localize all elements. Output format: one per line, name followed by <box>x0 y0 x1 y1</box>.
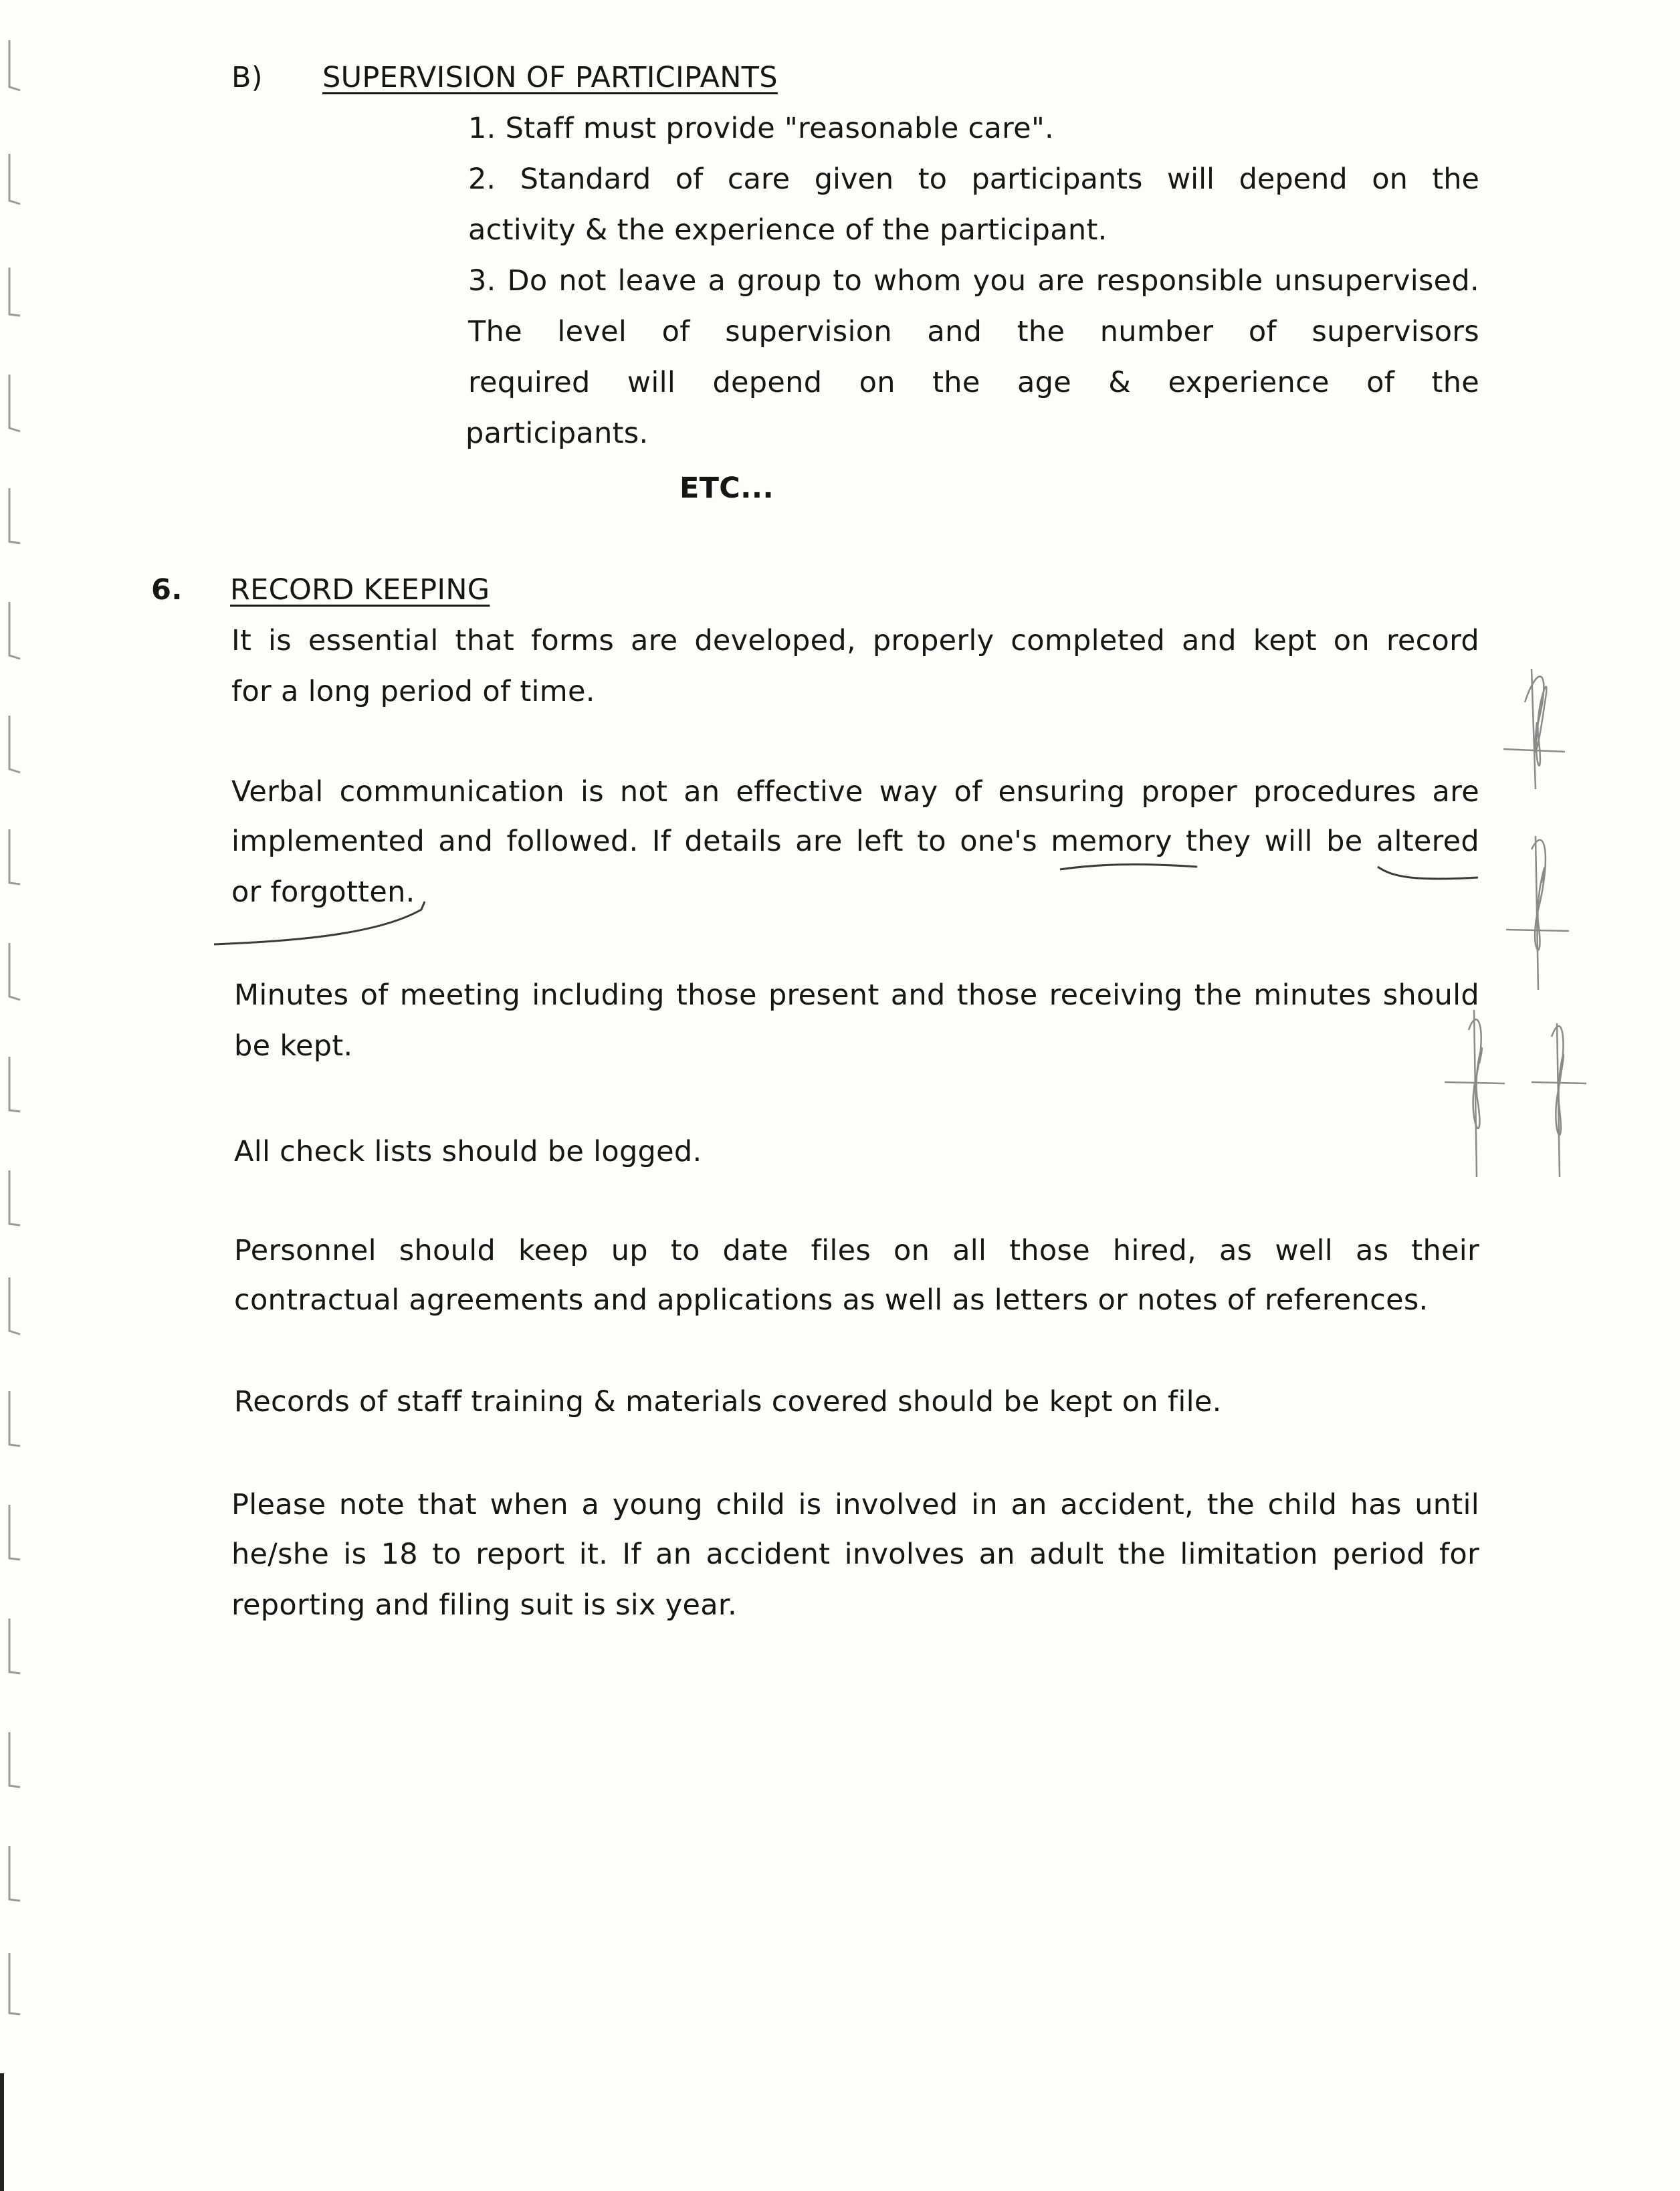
section-b-item-2 <box>468 159 1479 199</box>
section-b-item-1: 1. Staff must provide "reasonable care". <box>468 112 1054 145</box>
para-3-line-1: Minutes of meeting including those present and those receiving the minutes should <box>234 978 1479 1012</box>
section-b-item-3: 3. Do not leave a group to whom you are responsible unsupervised. <box>468 264 1479 298</box>
para-6-line-1: Records of staff training & materials covered should be kept on file. <box>234 1385 1222 1419</box>
section-6-title: RECORD KEEPING <box>230 573 490 607</box>
pencil-initials-1 <box>1503 669 1565 789</box>
para-2-line-1: Verbal communication is not an effective way of ensuring proper procedures are <box>231 775 1479 809</box>
section-b-item-3-cont-3: participants. <box>465 417 649 450</box>
para-7-line-1: Please note that when a young child is involved in an accident, the child has until <box>231 1488 1479 1522</box>
pen-underline-memory <box>1060 865 1197 869</box>
section-b-item-2-cont: activity & the experience of the participant. <box>468 213 1108 247</box>
para-5-line-2: contractual agreements and applications as well as letters or notes of references. <box>234 1283 1429 1317</box>
para-1-line-1: It is essential that forms are developed, properly completed and kept on record <box>231 624 1479 657</box>
section-b-item-3-cont-2: required will depend on the age & experience of the <box>468 366 1479 399</box>
section-b-title: SUPERVISION OF PARTICIPANTS <box>322 61 778 94</box>
para-2-line-3: or forgotten. <box>231 875 415 909</box>
pen-underline-altered <box>1378 867 1478 879</box>
para-2-line-2: implemented and followed. If details are left to one's memory they will be altered <box>231 825 1479 858</box>
binder-edge <box>0 0 27 2191</box>
para-1-line-2: for a long period of time. <box>231 675 595 708</box>
section-b-item-2-text: 2. Standard of care given to participants will depend on the <box>468 163 1479 196</box>
section-6-number: 6. <box>151 573 183 607</box>
para-7-line-2: he/she is 18 to report it. If an accident involves an adult the limitation period for <box>231 1538 1479 1571</box>
section-b-item-3-cont-1: The level of supervision and the number of supervisors <box>468 315 1479 348</box>
section-b-etc: ETC... <box>679 472 774 505</box>
para-5-line-1: Personnel should keep up to date files on all those hired, as well as their <box>234 1234 1479 1267</box>
para-4-line-1: All check lists should be logged. <box>234 1135 702 1168</box>
para-3-line-2: be kept. <box>234 1029 353 1063</box>
pencil-initials-2 <box>1506 836 1569 990</box>
section-b-label: B) <box>231 61 263 94</box>
para-7-line-3: reporting and filing suit is six year. <box>231 1588 737 1622</box>
pencil-initials-3 <box>1445 1010 1505 1177</box>
pencil-initials-4 <box>1532 1023 1586 1177</box>
